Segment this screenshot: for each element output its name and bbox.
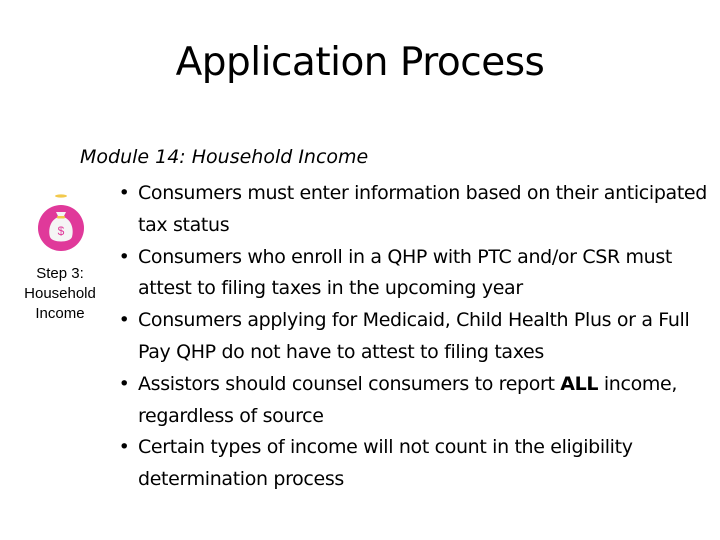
bullet-text-after: income, regardless of source (138, 372, 678, 427)
bullet-item: • Assistors should counsel consumers to report ALL income, regardless of source (118, 372, 678, 427)
bullet-text-before: Assistors should counsel consumers to report (138, 372, 561, 395)
slide-title: Application Process (175, 40, 545, 85)
dollar-sign: $ (57, 224, 65, 238)
bullet-text: Consumers who enroll in a QHP with PTC and/or CSR must attest to filing taxes in the upcoming year (138, 245, 672, 300)
step-label-line: Income (35, 305, 85, 322)
bullet-item: • Consumers who enroll in a QHP with PTC and/or CSR must attest to filing taxes in the upcoming year (118, 245, 672, 300)
step-label (14, 264, 106, 324)
module-heading: Module 14: Household Income (80, 146, 369, 168)
step-label-line: Household (24, 285, 96, 302)
bullet-item: • Consumers must enter information based on their anticipated tax status (118, 182, 707, 236)
bullet-item: • Consumers applying for Medicaid, Child Health Plus or a Full Pay QHP do not have to attest to filing taxes (118, 309, 690, 363)
money-bag-icon (38, 190, 84, 252)
bullet-text: Consumers must enter information based on their anticipated tax status (138, 182, 707, 236)
bullet-text: Certain types of income will not count in the eligibility determination process (138, 436, 633, 491)
bullet-item: • Certain types of income will not count in the eligibility determination process (118, 436, 633, 491)
bullet-list (113, 178, 713, 496)
bullet-text-bold: ALL (560, 372, 599, 395)
bullet-text: Consumers applying for Medicaid, Child Health Plus or a Full Pay QHP do not have to attest to filing taxes (138, 309, 690, 363)
step-label-line: Step 3: (36, 265, 84, 282)
